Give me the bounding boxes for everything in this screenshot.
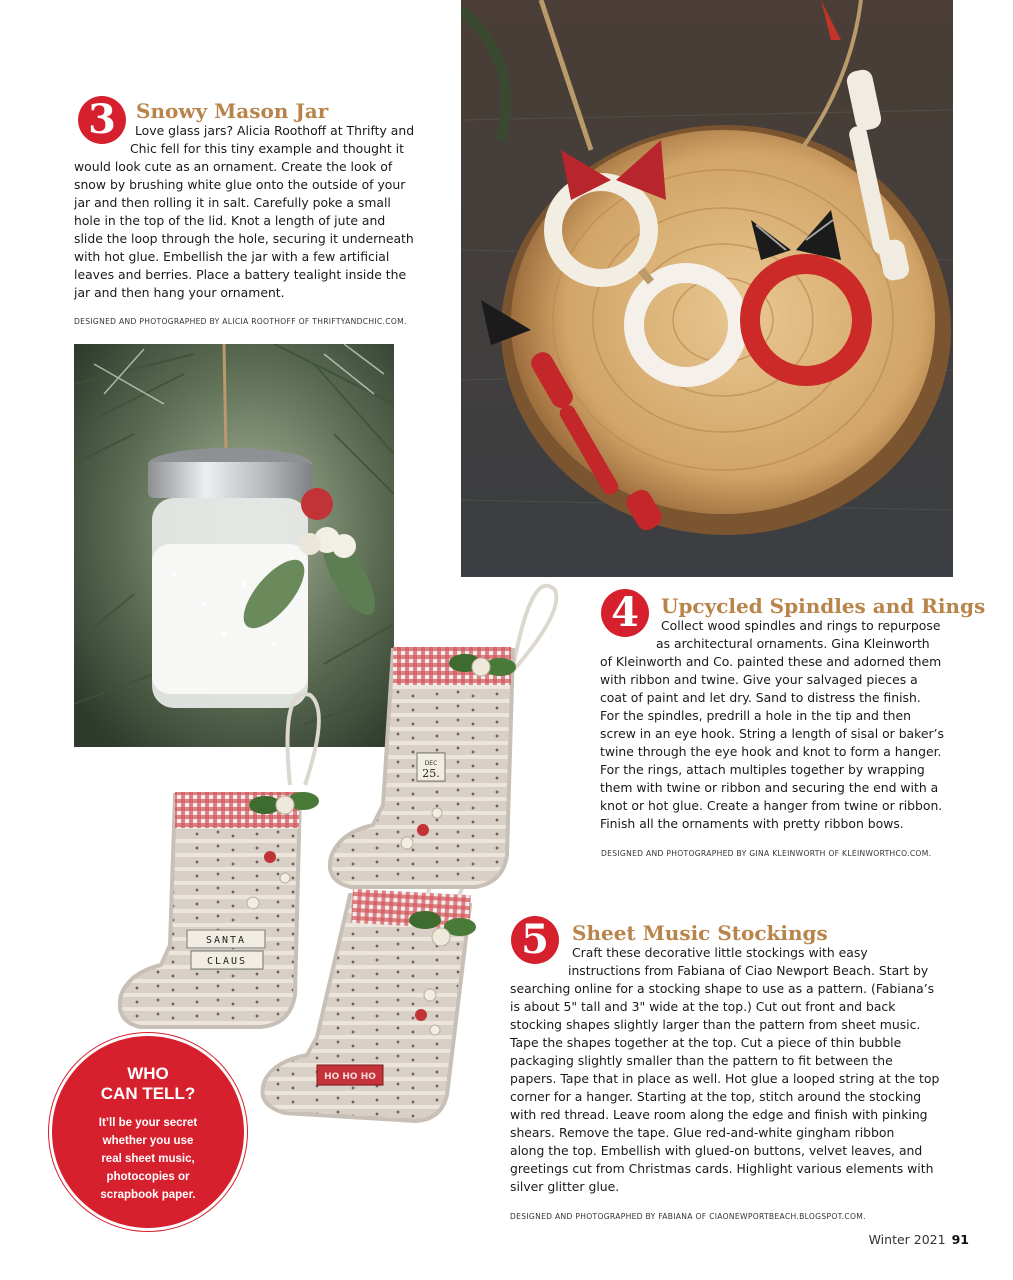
section-3-line: Chic fell for this tiny example and thought it <box>130 141 404 156</box>
section-4-line: as architectural ornaments. Gina Kleinworth <box>656 636 930 651</box>
hohoho-label: HO HO HO <box>324 1072 376 1082</box>
section-3-line: jar and then hang your ornament. <box>74 285 285 300</box>
callout-body-line: real sheet music, <box>101 1153 195 1165</box>
callout-body <box>52 1114 244 1204</box>
section-5-credit: DESIGNED AND PHOTOGRAPHED BY FABIANA OF CIAONEWPORTBEACH.BLOGSPOT.COM. <box>510 1212 866 1221</box>
who-can-tell-callout <box>52 1036 244 1228</box>
issue-label: Winter 2021 <box>868 1232 946 1247</box>
callout-title-line: CAN TELL? <box>100 1084 196 1103</box>
section-3-credit: DESIGNED AND PHOTOGRAPHED BY ALICIA ROOTHOFF OF THRIFTYANDCHIC.COM. <box>74 317 407 326</box>
page-footer <box>869 1232 969 1247</box>
spindles-rings-photo <box>461 0 953 577</box>
stocking-dec25 <box>330 647 516 887</box>
section-5-line: silver glitter glue. <box>510 1179 620 1194</box>
section-3-line: hole in the top of the lid. Knot a length of jute and <box>74 213 386 228</box>
section-3-line: leaves and berries. Place a battery tealight inside the <box>74 267 407 282</box>
dec-day-label: 25. <box>422 767 440 780</box>
section-3-body <box>74 122 414 302</box>
section-4-line: For the rings, attach multiples together by wrapping <box>600 762 925 777</box>
section-5-line: Tape the shapes together at the top. Cut a piece of thin bubble <box>510 1035 902 1050</box>
section-4-line: coat of paint and let dry. Sand to distress the finish. <box>600 690 921 705</box>
section-5-line: packaging slightly smaller than the pattern to fit between the <box>510 1053 893 1068</box>
section-3-line: snow by brushing white glue onto the outside of your <box>74 177 406 192</box>
section-4-body <box>600 617 944 833</box>
section-4-line: For the spindles, predrill a hole in the tip and then <box>600 708 912 723</box>
callout-title-line: WHO <box>127 1064 169 1083</box>
callout-body-line: photocopies or <box>106 1171 190 1183</box>
section-3-line: slide the loop through the hole, securing it underneath <box>74 231 414 246</box>
section-4-line: twine through the eye hook and knot to form a hanger. <box>600 744 942 759</box>
claus-label: CLAUS <box>206 956 248 967</box>
section-5-line: along the top. Embellish with glued-on buttons, velvet leaves, and <box>510 1143 923 1158</box>
stockings-photo <box>125 575 545 1080</box>
callout-title <box>52 1064 244 1104</box>
section-4-line: of Kleinworth and Co. painted these and adorned them <box>600 654 942 669</box>
section-5-line: greetings cut from Christmas cards. Highlight various elements with <box>510 1161 934 1176</box>
section-4-title: Upcycled Spindles and Rings <box>661 594 986 618</box>
section-4-credit: DESIGNED AND PHOTOGRAPHED BY GINA KLEINWORTH OF KLEINWORTHCO.COM. <box>601 849 932 858</box>
section-5-line: papers. Tape that in place as well. Hot glue a looped string at the top <box>510 1071 940 1086</box>
santa-label: SANTA <box>205 935 247 946</box>
section-3-title: Snowy Mason Jar <box>136 99 329 123</box>
section-3-number-badge: 3 <box>78 96 126 144</box>
section-5-line: shears. Remove the tape. Glue red-and-white gingham ribbon <box>510 1125 895 1140</box>
section-5-body <box>510 944 939 1196</box>
section-5-title: Sheet Music Stockings <box>572 921 828 945</box>
callout-body-line: scrapbook paper. <box>100 1189 196 1201</box>
section-5-number-badge: 5 <box>511 916 559 964</box>
section-5-line: corner for a hanger. Starting at the top, stitch around the stocking <box>510 1089 922 1104</box>
section-5-line: is about 5" tall and 3" wide at the top.) Cut out front and back <box>510 999 896 1014</box>
section-4-line: Finish all the ornaments with pretty ribbon bows. <box>600 816 904 831</box>
dec-month-label: DEC <box>424 760 438 767</box>
section-5-line: instructions from Fabiana of Ciao Newport Beach. Start by <box>568 963 929 978</box>
section-3-line: Love glass jars? Alicia Roothoff at Thrifty and <box>135 123 415 138</box>
section-3-line: would look cute as an ornament. Create the look of <box>74 159 393 174</box>
section-5-line: Craft these decorative little stockings with easy <box>572 945 868 960</box>
callout-body-line: whether you use <box>102 1135 194 1147</box>
section-3-line: with hot glue. Embellish the jar with a few artificial <box>74 249 390 264</box>
section-4-line: knot or hot glue. Create a hanger from twine or ribbon. <box>600 798 943 813</box>
callout-body-line: It’ll be your secret <box>98 1117 198 1129</box>
section-5-line: with red thread. Leave room along the edge and finish with pinking <box>510 1107 928 1122</box>
section-4-line: screw in an eye hook. String a length of sisal or baker’s <box>600 726 944 741</box>
section-4-line: Collect wood spindles and rings to repurpose <box>661 618 941 633</box>
stocking-santa-claus <box>120 792 319 1027</box>
section-4-line: with ribbon and twine. Give your salvaged pieces a <box>600 672 918 687</box>
section-5-line: stocking shapes slightly larger than the pattern from sheet music. <box>510 1017 921 1032</box>
section-4-line: them with twine or ribbon and securing the end with a <box>600 780 939 795</box>
page-number: 91 <box>951 1232 969 1247</box>
section-5-line: searching online for a stocking shape to use as a pattern. (Fabiana’s <box>510 981 935 996</box>
section-3-line: jar and then rolling it in salt. Carefully poke a small <box>74 195 391 210</box>
section-4-number-badge: 4 <box>601 589 649 637</box>
